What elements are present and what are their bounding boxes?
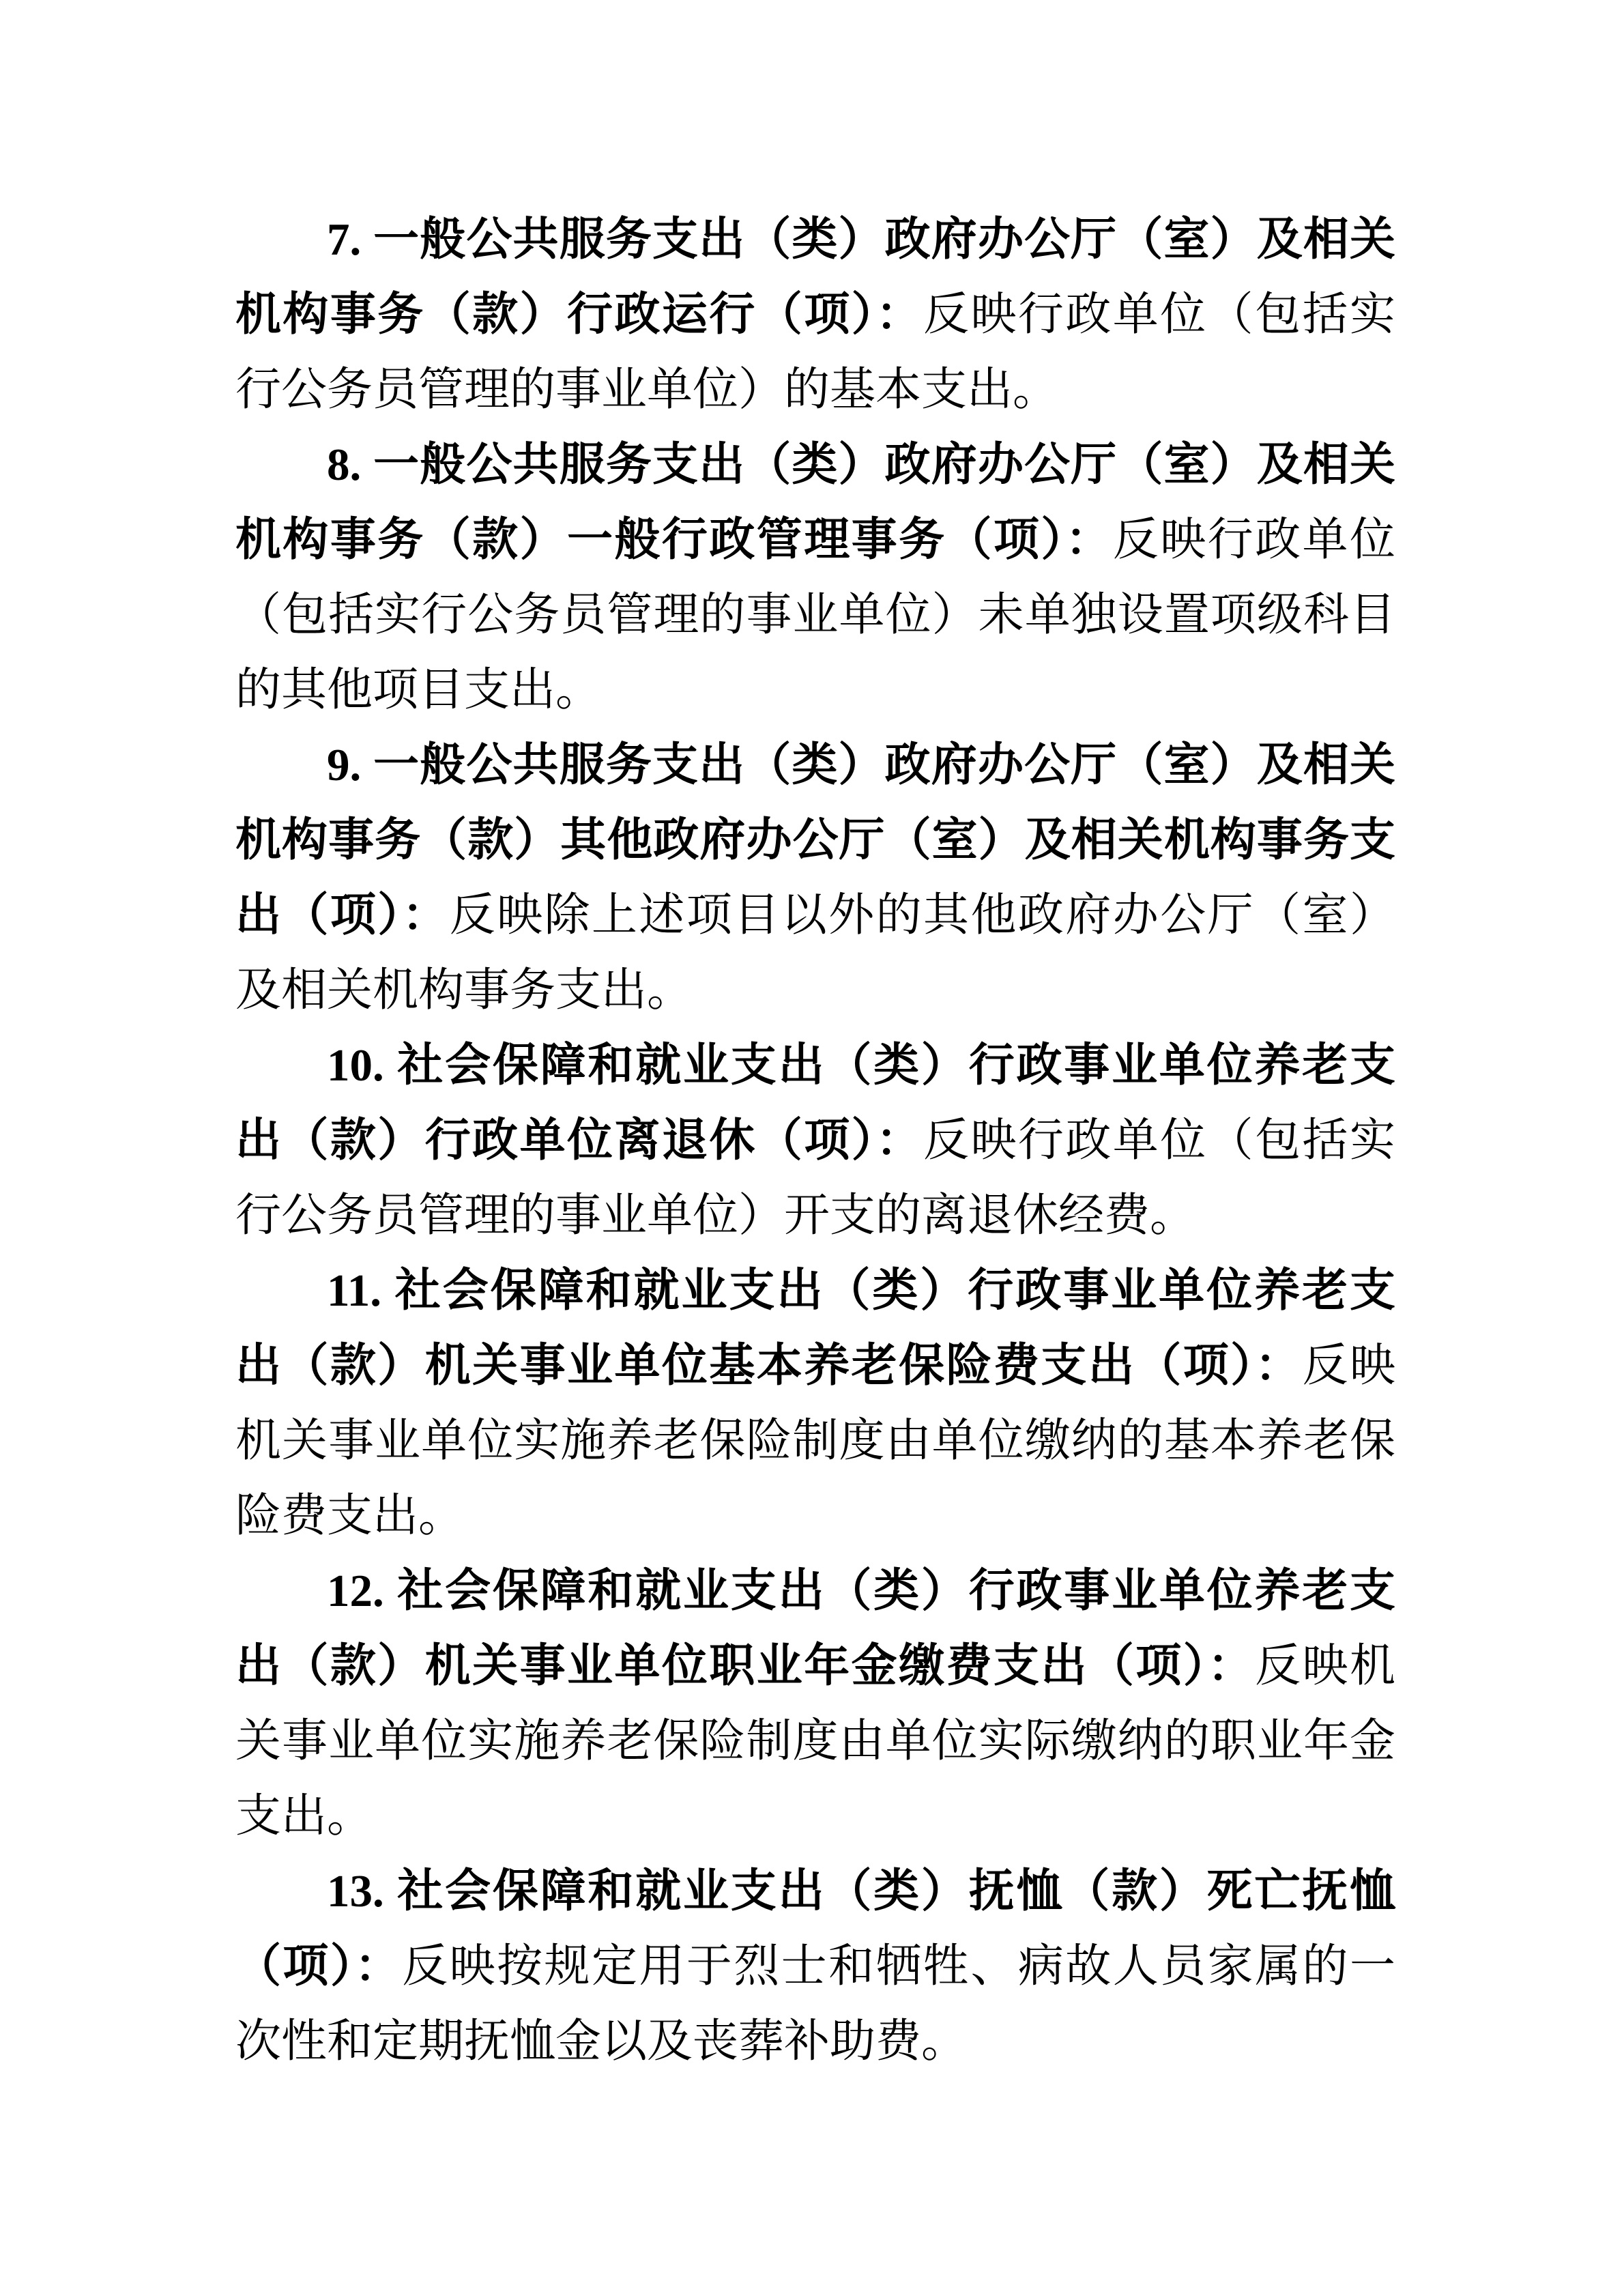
budget-item-8-heading: 8. 一般公共服务支出（类）政府办公厅（室）及相关机构事务（款）一般行政管理事务（项）： bbox=[235, 440, 1395, 565]
budget-item-11-description: 反映机关事业单位实施养老保险制度由单位缴纳的基本养老保险费支出。 bbox=[235, 1340, 1395, 1541]
budget-item-7 bbox=[235, 202, 1395, 427]
budget-item-8-description: 反映行政单位（包括实行公务员管理的事业单位）未单独设置项级科目的其他项目支出。 bbox=[235, 515, 1395, 715]
budget-item-10-heading: 10. 社会保障和就业支出（类）行政事业单位养老支出（款）行政单位离退休（项）： bbox=[235, 1040, 1395, 1166]
budget-item-13 bbox=[235, 1854, 1395, 2079]
budget-item-13-heading: 13. 社会保障和就业支出（类）抚恤（款）死亡抚恤（项）： bbox=[235, 1866, 1395, 1992]
budget-item-9-description: 反映除上述项目以外的其他政府办公厅（室）及相关机构事务支出。 bbox=[235, 890, 1395, 1016]
budget-item-9 bbox=[235, 728, 1395, 1028]
budget-item-7-heading: 7. 一般公共服务支出（类）政府办公厅（室）及相关机构事务（款）行政运行（项）： bbox=[235, 214, 1395, 340]
budget-item-11-heading: 11. 社会保障和就业支出（类）行政事业单位养老支出（款）机关事业单位基本养老保险费支出（项）： bbox=[235, 1265, 1395, 1391]
budget-item-10 bbox=[235, 1028, 1395, 1253]
budget-item-11 bbox=[235, 1253, 1395, 1553]
budget-item-10-description: 反映行政单位（包括实行公务员管理的事业单位）开支的离退休经费。 bbox=[235, 1115, 1395, 1241]
document-body bbox=[235, 202, 1395, 2079]
budget-item-13-description: 反映按规定用于烈士和牺牲、病故人员家属的一次性和定期抚恤金以及丧葬补助费。 bbox=[235, 1941, 1395, 2067]
budget-item-12-heading: 12. 社会保障和就业支出（类）行政事业单位养老支出（款）机关事业单位职业年金缴费支出（项）： bbox=[235, 1566, 1395, 1691]
budget-item-12 bbox=[235, 1553, 1395, 1854]
budget-item-9-heading: 9. 一般公共服务支出（类）政府办公厅（室）及相关机构事务（款）其他政府办公厅（室）及相关机构事务支出（项）： bbox=[235, 740, 1395, 941]
budget-item-7-description: 反映行政单位（包括实行公务员管理的事业单位）的基本支出。 bbox=[235, 289, 1395, 415]
budget-item-8 bbox=[235, 427, 1395, 728]
budget-item-12-description: 反映机关事业单位实施养老保险制度由单位实际缴纳的职业年金支出。 bbox=[235, 1641, 1395, 1841]
